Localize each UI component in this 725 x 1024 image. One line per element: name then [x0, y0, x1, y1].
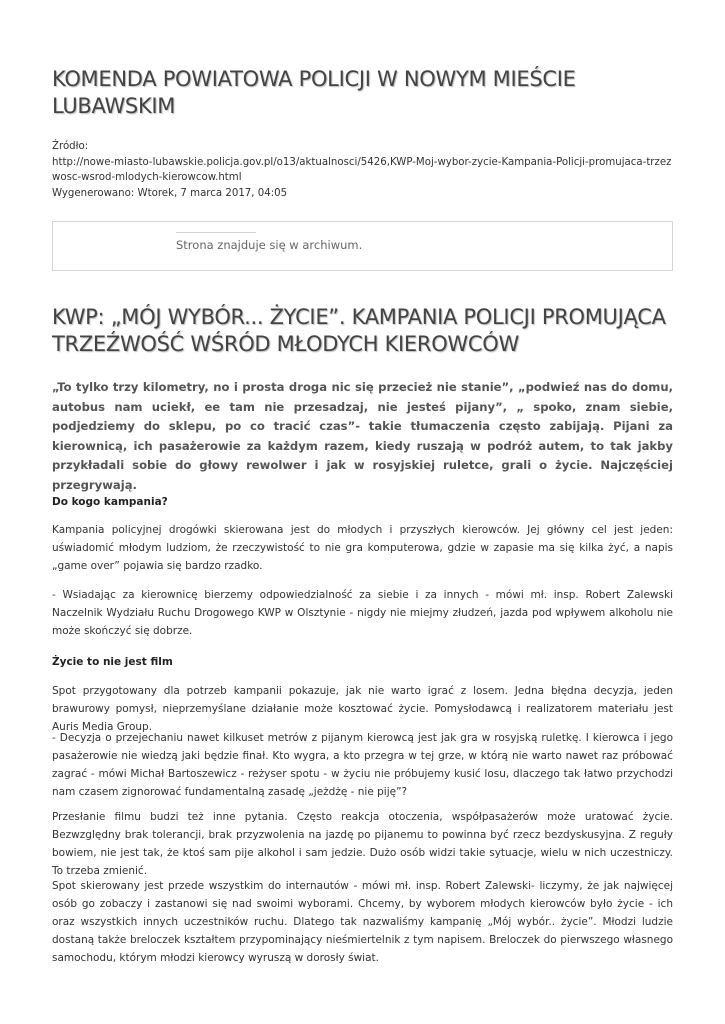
section-heading-film: Życie to nie jest film	[52, 656, 173, 668]
article-lead: „To tylko trzy kilometry, no i prosta droga nic się przecież nie stanie”, „podwieź nas do domu, autobus nam uciekł, ee tam nie przesadzaj, nie jesteś pijany”, „ spoko, znam siebie, podjedziemy do sklepu, po co tracić czas”- takie tłumaczenia często zabijają. Pijani za kierownicą, ich pasażerowie za każdym razem, kiedy ruszają w podróż autem, to tak jakby przykładali sobie do głowy rewolwer i jak w rosyjskiej ruletce, grali o życie. Najczęściej przegrywają.	[52, 380, 673, 492]
paragraph-2: - Wsiadając za kierownicę bierzemy odpowiedzialność za siebie i za innych - mówi mł. insp. Robert Zalewski Naczelnik Wydziału Ruchu Drogowego KWP w Olsztynie - nigdy nie miejmy złudzeń, jazda pod wpływem alkoholu nie może skończyć się dobrze.	[52, 589, 673, 637]
source-info	[52, 139, 673, 201]
source-label: Źródło:	[52, 141, 89, 152]
paragraph-5: Przesłanie filmu budzi też inne pytania. Często reakcja otoczenia, współpasażerów może uratować życie. Bezwzględny brak tolerancji, brak przyzwolenia na jazdę po pijanemu to powinna być rzecz bezdyskusyjna. Z reguły bowiem, nie jest tak, że ktoś sam pije alkohol i sam jedzie. Dużo osób widzi takie sytuacje, wielu w nich uczestniczy. To trzeba zmienić.	[52, 811, 673, 877]
site-title: KOMENDA POWIATOWA POLICJI W NOWYM MIEŚCIE LUBAWSKIM	[52, 67, 576, 118]
section-heading-campaign: Do kogo kampania?	[52, 496, 168, 508]
paragraph-4: - Decyzja o przejechaniu nawet kilkuset metrów z pijanym kierowcą jest jak gra w rosyjską ruletkę. I kierowca i jego pasażerowie nie wiedzą jaki będzie finał. Kto wygra, a kto przegra w tej grze, w którą nie warto nawet raz próbować zagrać - mówi Michał Bartoszewicz - reżyser spotu - w życiu nie próbujemy kusić losu, dlaczego tak łatwo przychodzi nam czasem zignorować fundamentalną zasadę „jeżdżę - nie piję”?	[52, 732, 673, 798]
paragraph-3: Spot przygotowany dla potrzeb kampanii pokazuje, jak nie warto igrać z losem. Jedna błędna decyzja, jeden brawurowy pomysł, nieprzemyślane działanie może kosztować życie. Pomysłodawcą i realizatorem materiału jest Auris Media Group.	[52, 685, 673, 733]
article-title: KWP: „MÓJ WYBÓR... ŻYCIE”. KAMPANIA POLICJI PROMUJĄCA TRZEŹWOŚĆ WŚRÓD MŁODYCH KIEROWCÓW	[52, 305, 666, 356]
archive-divider	[176, 232, 256, 233]
paragraph-6: Spot skierowany jest przede wszystkim do internautów - mówi mł. insp. Robert Zalewski- liczymy, że jak najwięcej osób go zobaczy i zastanowi się nad swoimi wyborami. Chcemy, by wyborem młodych kierowców było życie - ich oraz wszystkich innych uczestników ruchu. Dlatego tak nazwaliśmy kampanię „Mój wybór.. życie”. Młodzi ludzie dostaną także breloczek kształtem przypominający nieśmiertelnik z tym napisem. Breloczek do pierwszego własnego samochodu, którym młodzi kierowcy wyruszą w dorosły świat.	[52, 880, 673, 964]
source-url[interactable]: http://nowe-miasto-lubawskie.policja.gov.pl/o13/aktualnosci/5426,KWP-Moj-wybor-zycie-Kampania-Policji-promujaca-trzezwosc-wsrod-mlodych-kierowcow.html	[52, 156, 672, 183]
generated-date: Wygenerowano: Wtorek, 7 marca 2017, 04:05	[52, 187, 288, 199]
archive-notice-box	[52, 221, 673, 271]
archive-notice: Strona znajduje się w archiwum.	[176, 238, 363, 252]
paragraph-1: Kampania policyjnej drogówki skierowana jest do młodych i przyszłych kierowców. Jej główny cel jest jeden: uświadomić młodym ludziom, że rzeczywistość to nie gra komputerowa, gdzie w zapasie ma się kilka żyć, a napis „game over” pojawia się bardzo rzadko.	[52, 524, 673, 572]
